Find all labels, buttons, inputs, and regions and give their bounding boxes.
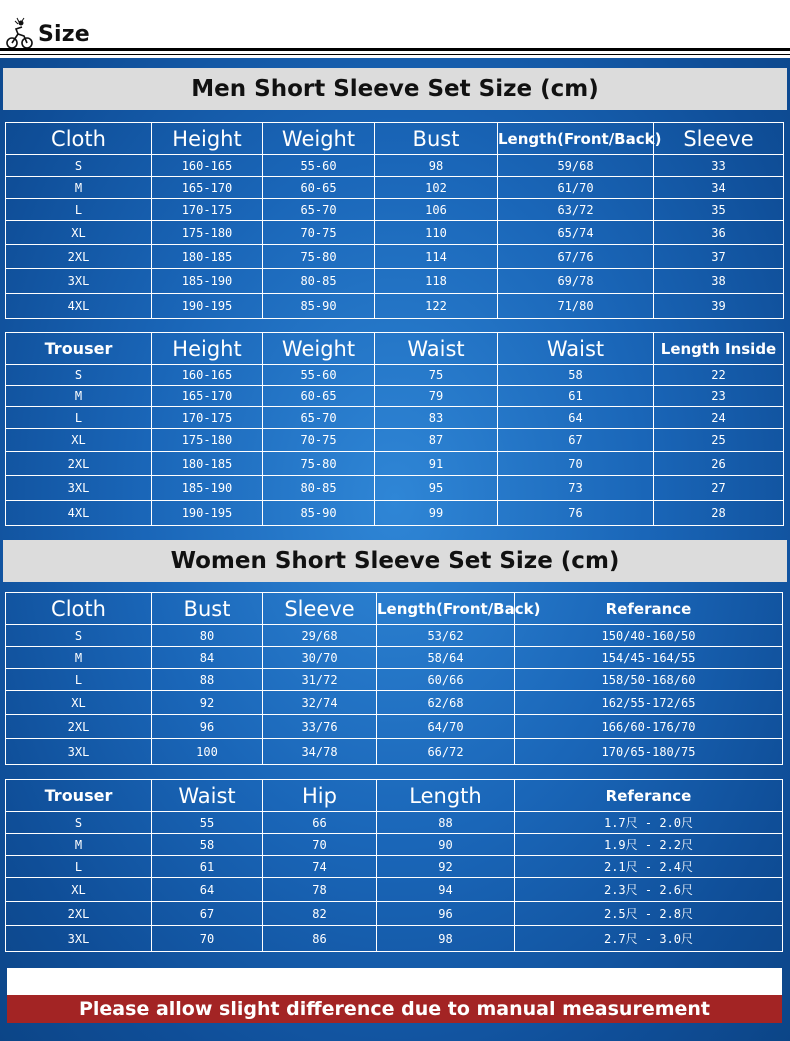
table-row [6, 476, 784, 501]
table-cell: 170-175 [152, 199, 263, 221]
table-cell: 29/68 [263, 625, 377, 647]
table-cell: XL [6, 878, 152, 902]
table-cell: 60-65 [263, 386, 375, 407]
table-cell: 64 [152, 878, 263, 902]
table-cell: 55-60 [263, 365, 375, 386]
table-row [6, 691, 783, 715]
table-cell: 2.7尺 - 3.0尺 [515, 926, 783, 952]
column-header: Trouser [6, 780, 152, 812]
header-bar [0, 0, 790, 58]
table-cell: 71/80 [498, 294, 654, 319]
table-cell: 58 [498, 365, 654, 386]
table-cell: 25 [654, 429, 784, 452]
table-cell: 190-195 [152, 501, 263, 526]
cyclist-icon [6, 18, 34, 50]
table-cell: 84 [152, 647, 263, 669]
table-cell: 118 [375, 269, 498, 294]
table-cell: 67 [152, 902, 263, 926]
table-cell: 185-190 [152, 476, 263, 501]
women-section-title: Women Short Sleeve Set Size (cm) [3, 540, 787, 582]
table-cell: 170-175 [152, 407, 263, 429]
table-cell: 2XL [6, 902, 152, 926]
table-cell: 27 [654, 476, 784, 501]
table-row [6, 452, 784, 476]
table-cell: 2XL [6, 452, 152, 476]
table-cell: 38 [654, 269, 784, 294]
table-cell: 102 [375, 177, 498, 199]
table-cell: 96 [377, 902, 515, 926]
table-cell: 165-170 [152, 386, 263, 407]
table-cell: 190-195 [152, 294, 263, 319]
table-cell: 90 [377, 834, 515, 856]
column-header: Height [152, 333, 263, 365]
table-cell: S [6, 625, 152, 647]
table-cell: 64/70 [377, 715, 515, 739]
table-cell: 185-190 [152, 269, 263, 294]
table-cell: 88 [377, 812, 515, 834]
table-cell: 86 [263, 926, 377, 952]
table-cell: M [6, 177, 152, 199]
column-header: Length(Front/Back) [377, 593, 515, 625]
table-cell: 106 [375, 199, 498, 221]
table-cell: 87 [375, 429, 498, 452]
table-cell: 28 [654, 501, 784, 526]
column-header: Bust [375, 123, 498, 155]
table-row [6, 407, 784, 429]
table-cell: 3XL [6, 476, 152, 501]
table-cell: 65-70 [263, 199, 375, 221]
table-cell: M [6, 834, 152, 856]
table-cell: 122 [375, 294, 498, 319]
size-chart-panel [0, 58, 790, 1041]
table-cell: 33/76 [263, 715, 377, 739]
table-cell: 74 [263, 856, 377, 878]
column-header: Length [377, 780, 515, 812]
table-cell: XL [6, 691, 152, 715]
table-row [6, 386, 784, 407]
column-header: Cloth [6, 123, 152, 155]
table-cell: S [6, 155, 152, 177]
table-row [6, 669, 783, 691]
table-cell: 175-180 [152, 221, 263, 245]
table-cell: 24 [654, 407, 784, 429]
table-row [6, 199, 784, 221]
column-header: Weight [263, 123, 375, 155]
table-row [6, 294, 784, 319]
table-cell: 55 [152, 812, 263, 834]
column-header: Length(Front/Back) [498, 123, 654, 155]
table-cell: 98 [377, 926, 515, 952]
table-cell: 75-80 [263, 452, 375, 476]
table-cell: 150/40-160/50 [515, 625, 783, 647]
women-tops-table [5, 592, 783, 765]
table-cell: 1.9尺 - 2.2尺 [515, 834, 783, 856]
column-header: Weight [263, 333, 375, 365]
table-cell: 75-80 [263, 245, 375, 269]
table-row [6, 245, 784, 269]
table-cell: 70 [263, 834, 377, 856]
table-cell: 63/72 [498, 199, 654, 221]
table-cell: 69/78 [498, 269, 654, 294]
table-cell: 83 [375, 407, 498, 429]
table-cell: 175-180 [152, 429, 263, 452]
table-cell: 180-185 [152, 245, 263, 269]
table-header-row [6, 333, 784, 365]
table-cell: 34/78 [263, 739, 377, 765]
table-cell: 1.7尺 - 2.0尺 [515, 812, 783, 834]
table-cell: 33 [654, 155, 784, 177]
table-cell: 65/74 [498, 221, 654, 245]
table-row [6, 177, 784, 199]
table-cell: 78 [263, 878, 377, 902]
column-header: Referance [515, 593, 783, 625]
table-cell: 80-85 [263, 476, 375, 501]
table-cell: 61/70 [498, 177, 654, 199]
table-row [6, 856, 783, 878]
table-row [6, 269, 784, 294]
women-trousers-table [5, 779, 783, 952]
table-cell: 67/76 [498, 245, 654, 269]
table-cell: 58 [152, 834, 263, 856]
table-header-row [6, 593, 783, 625]
column-header: Waist [152, 780, 263, 812]
table-row [6, 715, 783, 739]
column-header: Trouser [6, 333, 152, 365]
table-cell: 70-75 [263, 221, 375, 245]
table-cell: 166/60-176/70 [515, 715, 783, 739]
table-cell: 70 [152, 926, 263, 952]
table-cell: 70 [498, 452, 654, 476]
column-header: Height [152, 123, 263, 155]
table-cell: 95 [375, 476, 498, 501]
table-row [6, 878, 783, 902]
table-cell: M [6, 386, 152, 407]
column-header: Cloth [6, 593, 152, 625]
table-row [6, 365, 784, 386]
table-row [6, 221, 784, 245]
table-cell: 34 [654, 177, 784, 199]
table-cell: 23 [654, 386, 784, 407]
page-title: Size [38, 22, 90, 47]
column-header: Length Inside [654, 333, 784, 365]
table-cell: 61 [498, 386, 654, 407]
men-tops-table [5, 122, 784, 319]
column-header: Referance [515, 780, 783, 812]
table-cell: XL [6, 221, 152, 245]
men-section-title: Men Short Sleeve Set Size (cm) [3, 68, 787, 110]
column-header: Waist [375, 333, 498, 365]
table-cell: L [6, 407, 152, 429]
table-cell: 67 [498, 429, 654, 452]
table-row [6, 501, 784, 526]
column-header: Sleeve [654, 123, 784, 155]
table-cell: 36 [654, 221, 784, 245]
table-cell: 3XL [6, 269, 152, 294]
table-cell: 32/74 [263, 691, 377, 715]
table-cell: 66 [263, 812, 377, 834]
table-cell: 53/62 [377, 625, 515, 647]
table-cell: 160-165 [152, 155, 263, 177]
table-cell: 80-85 [263, 269, 375, 294]
table-row [6, 812, 783, 834]
table-cell: XL [6, 429, 152, 452]
table-cell: 110 [375, 221, 498, 245]
table-row [6, 625, 783, 647]
table-cell: 2.5尺 - 2.8尺 [515, 902, 783, 926]
table-cell: 2.3尺 - 2.6尺 [515, 878, 783, 902]
divider [0, 48, 790, 51]
table-cell: 64 [498, 407, 654, 429]
table-cell: 158/50-168/60 [515, 669, 783, 691]
column-header: Bust [152, 593, 263, 625]
table-cell: L [6, 856, 152, 878]
table-cell: 3XL [6, 739, 152, 765]
table-row [6, 429, 784, 452]
table-cell: 82 [263, 902, 377, 926]
table-cell: 99 [375, 501, 498, 526]
column-header: Hip [263, 780, 377, 812]
table-cell: 4XL [6, 294, 152, 319]
table-cell: 70-75 [263, 429, 375, 452]
table-cell: 76 [498, 501, 654, 526]
table-cell: S [6, 365, 152, 386]
table-cell: 160-165 [152, 365, 263, 386]
table-cell: 73 [498, 476, 654, 501]
table-header-row [6, 123, 784, 155]
table-row [6, 926, 783, 952]
table-cell: 96 [152, 715, 263, 739]
table-cell: 55-60 [263, 155, 375, 177]
table-cell: 92 [152, 691, 263, 715]
table-cell: 37 [654, 245, 784, 269]
table-cell: 85-90 [263, 294, 375, 319]
table-row [6, 834, 783, 856]
table-cell: 92 [377, 856, 515, 878]
table-cell: 26 [654, 452, 784, 476]
table-cell: 79 [375, 386, 498, 407]
table-cell: 80 [152, 625, 263, 647]
table-cell: 170/65-180/75 [515, 739, 783, 765]
table-cell: 58/64 [377, 647, 515, 669]
table-cell: L [6, 199, 152, 221]
table-cell: 3XL [6, 926, 152, 952]
column-header: Waist [498, 333, 654, 365]
men-trousers-table [5, 332, 784, 526]
table-cell: 61 [152, 856, 263, 878]
table-row [6, 155, 784, 177]
table-cell: M [6, 647, 152, 669]
table-cell: L [6, 669, 152, 691]
table-cell: 180-185 [152, 452, 263, 476]
table-cell: 94 [377, 878, 515, 902]
table-cell: 22 [654, 365, 784, 386]
table-cell: 2.1尺 - 2.4尺 [515, 856, 783, 878]
table-cell: 75 [375, 365, 498, 386]
table-cell: 2XL [6, 245, 152, 269]
table-header-row [6, 780, 783, 812]
table-cell: 35 [654, 199, 784, 221]
table-cell: 162/55-172/65 [515, 691, 783, 715]
table-cell: 114 [375, 245, 498, 269]
table-row [6, 739, 783, 765]
table-cell: 30/70 [263, 647, 377, 669]
table-cell: 60/66 [377, 669, 515, 691]
table-cell: 59/68 [498, 155, 654, 177]
note-spacer [7, 968, 782, 995]
table-row [6, 902, 783, 926]
table-cell: 85-90 [263, 501, 375, 526]
table-cell: 154/45-164/55 [515, 647, 783, 669]
table-cell: 165-170 [152, 177, 263, 199]
measurement-note: Please allow slight difference due to manual measurement [7, 995, 782, 1023]
table-cell: 31/72 [263, 669, 377, 691]
table-row [6, 647, 783, 669]
table-cell: 66/72 [377, 739, 515, 765]
table-cell: 88 [152, 669, 263, 691]
column-header: Sleeve [263, 593, 377, 625]
table-cell: 60-65 [263, 177, 375, 199]
table-cell: 100 [152, 739, 263, 765]
table-cell: 4XL [6, 501, 152, 526]
table-cell: 65-70 [263, 407, 375, 429]
table-cell: 62/68 [377, 691, 515, 715]
table-cell: S [6, 812, 152, 834]
table-cell: 39 [654, 294, 784, 319]
table-cell: 91 [375, 452, 498, 476]
table-cell: 98 [375, 155, 498, 177]
divider [0, 54, 790, 55]
table-cell: 2XL [6, 715, 152, 739]
